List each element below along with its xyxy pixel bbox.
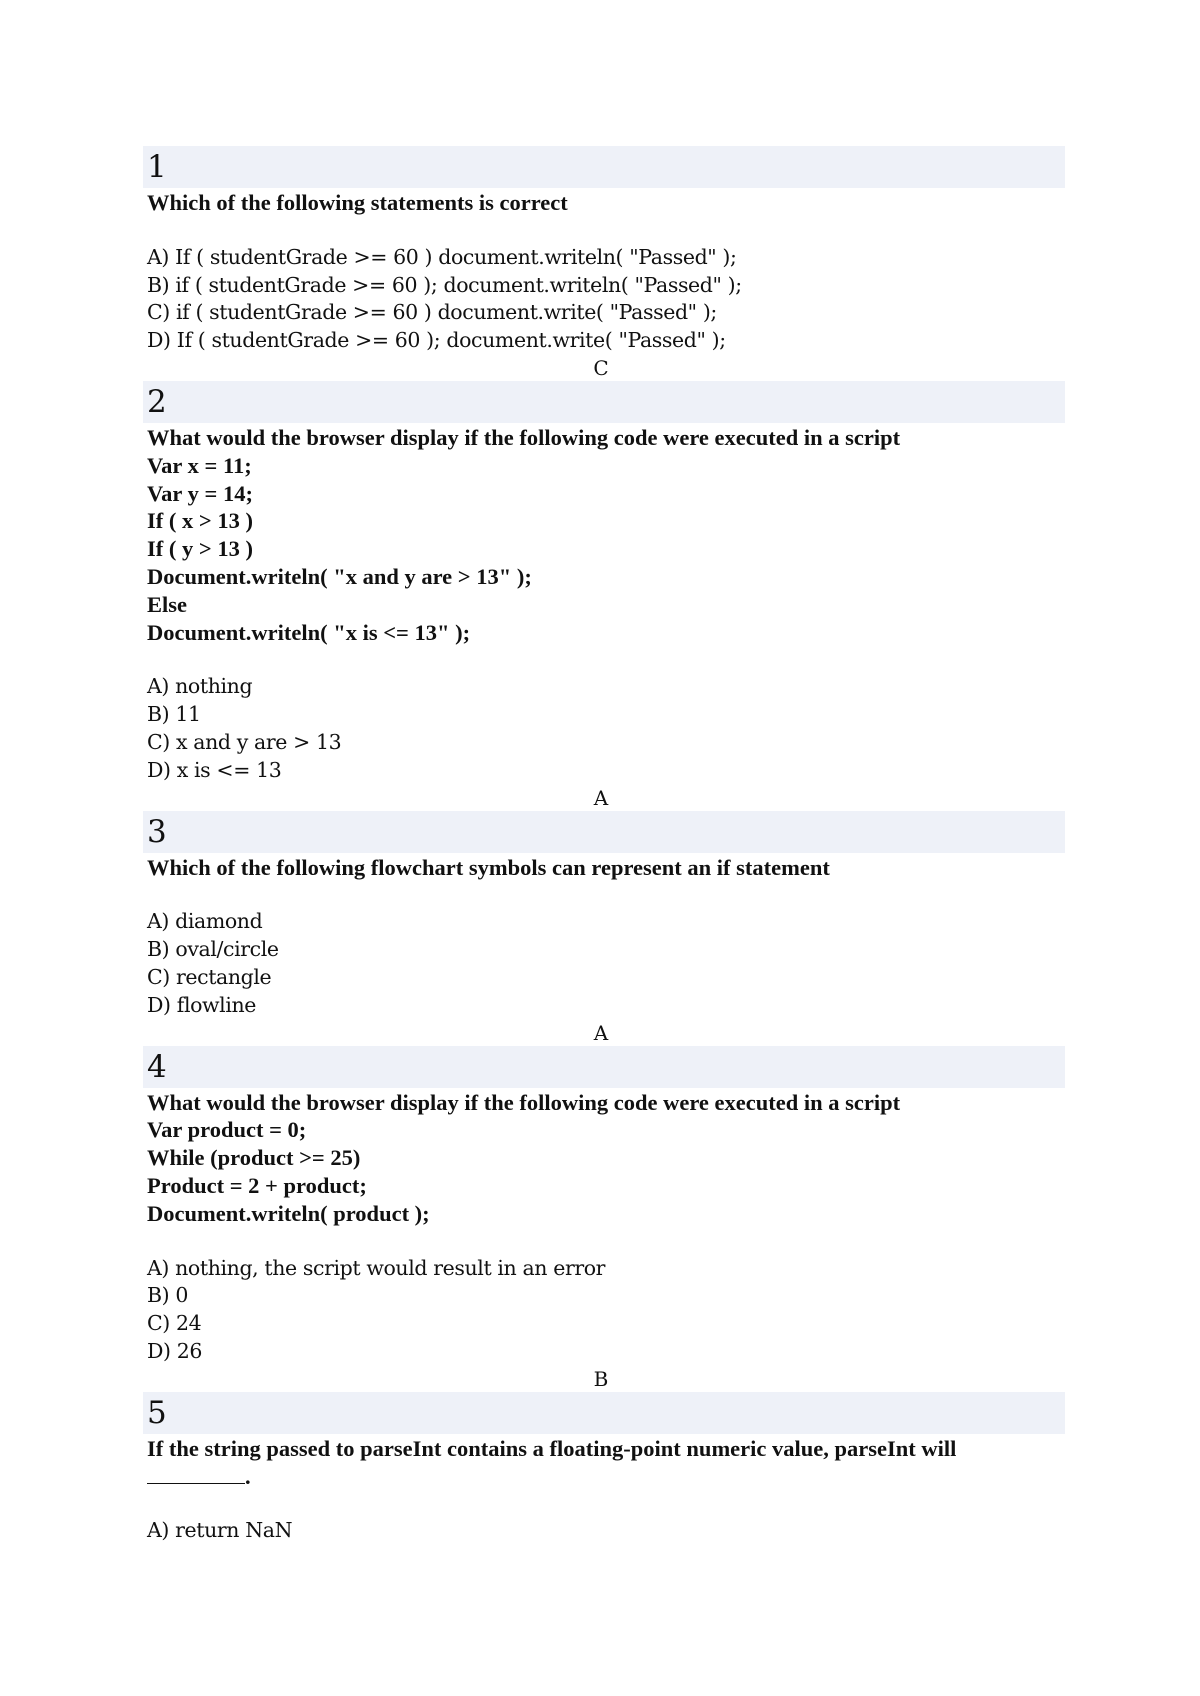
question-number: 5 [147,1394,167,1431]
option-c: C) rectangle [147,964,272,989]
question-stem [143,424,1065,646]
option-c: C) if ( studentGrade >= 60 ) document.write( "Passed" ); [147,300,717,325]
options-list [143,1517,1065,1545]
code-line: Document.writeln( "x is <= 13" ); [147,619,471,645]
stem-line: What would the browser display if the following code were executed in a script [147,1089,901,1115]
code-line: Var product = 0; [147,1117,307,1143]
option-a: A) nothing, the script would result in an error [147,1255,606,1280]
question-stem [143,189,1065,217]
option-d: D) 26 [147,1338,203,1363]
fill-in-blank [147,1465,245,1484]
options-list [143,1255,1065,1366]
option-d: D) If ( studentGrade >= 60 ); document.write( "Passed" ); [147,328,726,353]
code-line: Document.writeln( "x and y are > 13" ); [147,563,532,589]
question-stem [143,1089,1065,1228]
option-b: B) 11 [147,702,201,727]
option-a: A) diamond [147,909,263,934]
answer-key: A [593,785,609,810]
question-1 [143,146,1065,381]
answer-key: C [593,355,609,380]
question-2 [143,381,1065,811]
option-a: A) If ( studentGrade >= 60 ) document.writeln( "Passed" ); [147,244,737,269]
stem-line: Which of the following statements is correct [147,190,568,215]
question-5 [143,1392,1065,1545]
code-line: Var y = 14; [147,480,253,506]
question-4 [143,1046,1065,1392]
question-stem [143,1435,1065,1491]
question-3 [143,811,1065,1046]
question-number: 2 [147,383,167,420]
code-line: If ( y > 13 ) [147,536,253,562]
option-b: B) 0 [147,1283,189,1308]
code-line: Product = 2 + product; [147,1172,367,1198]
stem-paragraph [147,1435,1047,1491]
question-number: 3 [147,813,167,850]
code-line: Var x = 11; [147,452,252,478]
option-c: C) x and y are > 13 [147,729,342,754]
options-list [143,908,1065,1019]
stem-text: If the string passed to parseInt contains a floating-point numeric value, parseInt will [147,1435,957,1461]
question-number: 1 [147,149,167,185]
answer-key: B [593,1366,609,1391]
option-d: D) flowline [147,992,257,1017]
stem-line: What would the browser display if the following code were executed in a script [147,424,901,450]
option-d: D) x is <= 13 [147,757,282,782]
question-number-band [143,811,1065,853]
stem-line: Which of the following flowchart symbols can represent an if statement [147,854,830,880]
code-line: Document.writeln( product ); [147,1200,430,1226]
option-b: B) oval/circle [147,937,279,962]
question-number-band [143,146,1065,188]
question-number-band [143,381,1065,423]
option-b: B) if ( studentGrade >= 60 ); document.writeln( "Passed" ); [147,272,742,297]
quiz-page [143,146,1065,1545]
options-list [143,244,1065,355]
question-number: 4 [147,1048,167,1085]
options-list [143,673,1065,784]
code-line: If ( x > 13 ) [147,508,253,534]
question-number-band [143,1392,1065,1434]
question-stem [143,854,1065,882]
option-a: A) nothing [147,674,253,699]
question-number-band [143,1046,1065,1088]
option-c: C) 24 [147,1311,202,1336]
answer-key: A [593,1020,609,1045]
option-a: A) return NaN [147,1518,293,1543]
code-line: Else [147,591,188,617]
code-line: While (product >= 25) [147,1145,361,1171]
stem-end: . [245,1463,251,1489]
